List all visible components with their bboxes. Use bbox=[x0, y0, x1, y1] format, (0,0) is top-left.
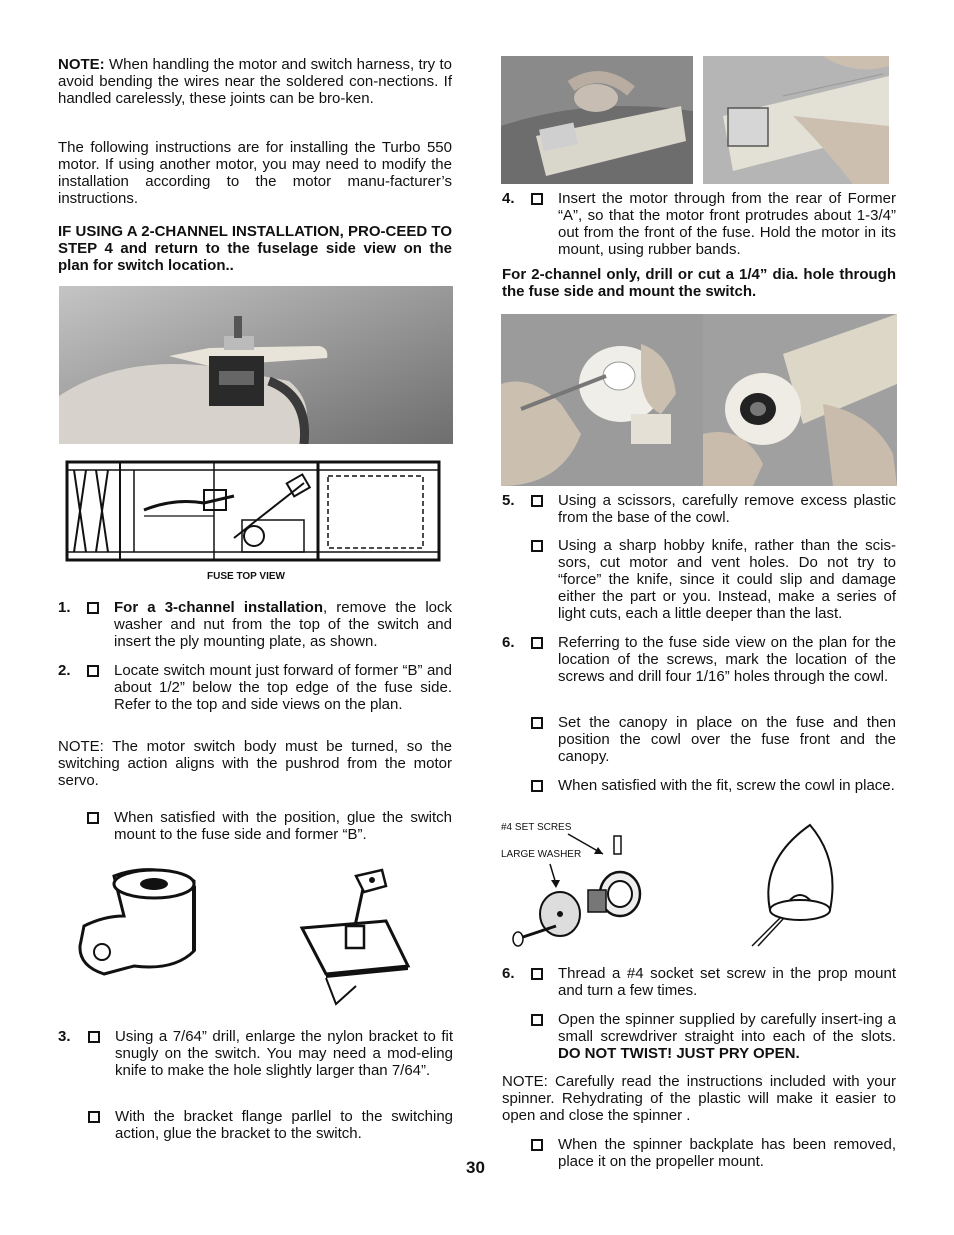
motor-photo-right bbox=[703, 56, 889, 184]
step-text: Locate switch mount just forward of former “B” and about 1/2” below the top edge of the fuse side. Refer to the top and side views on the plan. bbox=[114, 662, 452, 713]
step-text: Set the canopy in place on the fuse and then position the cowl over the fuse front and the canopy. bbox=[558, 714, 896, 765]
checkbox-icon[interactable] bbox=[87, 602, 99, 614]
step-text: Insert the motor through from the rear of Former “A”, so that the motor front protrudes about 1-3/4” out from the front of the fuse. Hold the motor in its mount, using rubber bands. bbox=[558, 190, 896, 258]
checkbox-icon[interactable] bbox=[88, 1111, 100, 1123]
checkbox-icon[interactable] bbox=[531, 495, 543, 507]
switch-photo bbox=[59, 286, 453, 444]
step-4 bbox=[502, 190, 896, 258]
step-number: 6. bbox=[502, 634, 515, 651]
spinner-drawing bbox=[740, 820, 850, 950]
step-2-glue bbox=[58, 809, 452, 845]
step-6-backplate bbox=[502, 1136, 896, 1172]
step-text: Using a 7/64” drill, enlarge the nylon bracket to fit snugly on the switch. You may need a mod-eling knife to make the hole slightly larger than 7/64”. bbox=[115, 1028, 453, 1079]
step-number: 3. bbox=[58, 1028, 71, 1045]
checkbox-icon[interactable] bbox=[531, 193, 543, 205]
step-6-screw bbox=[502, 777, 896, 813]
step-number: 2. bbox=[58, 662, 71, 679]
cowl-photo-left bbox=[501, 314, 703, 486]
step-3 bbox=[58, 1028, 453, 1096]
step-text: For a 3-channel installation, remove the lock washer and nut from the top of the switch and insert the ply mounting plate, as shown. bbox=[114, 599, 453, 650]
checkbox-icon[interactable] bbox=[87, 665, 99, 677]
note-switch-body: NOTE: The motor switch body must be turned, so the switching action aligns with the pushrod from the motor servo. bbox=[58, 738, 452, 789]
fuse-top-view-caption: FUSE TOP VIEW bbox=[207, 571, 285, 582]
note-text: When handling the motor and switch harness, try to avoid bending the wires near the soldered con-nections. If handled carelessly, these joints can be bro-ken. bbox=[58, 56, 452, 107]
step-text: With the bracket flange parllel to the switching action, glue the bracket to the switch. bbox=[115, 1108, 453, 1142]
step-2 bbox=[58, 662, 452, 730]
checkbox-icon[interactable] bbox=[531, 637, 543, 649]
checkbox-icon[interactable] bbox=[531, 1014, 543, 1026]
step-text: Thread a #4 socket set screw in the prop mount and turn a few times. bbox=[558, 965, 896, 999]
prop-mount-drawing bbox=[508, 832, 658, 952]
checkbox-icon[interactable] bbox=[87, 812, 99, 824]
step-6-canopy bbox=[502, 714, 896, 766]
step-text: When the spinner backplate has been removed, place it on the propeller mount. bbox=[558, 1136, 896, 1170]
step-text: When satisfied with the position, glue the switch mount to the fuse side and former “B”. bbox=[114, 809, 452, 843]
step-text: Using a sharp hobby knife, rather than the scis-sors, cut motor and vent holes. Do not try to “force” the knife, since it could slip and damage either the part or you. Instead, make a series of light cuts, each a little deeper than the last. bbox=[558, 537, 896, 622]
note-spinner: NOTE: Carefully read the instructions included with your spinner. Rehydrating of the plastic will make it easier to open and close the spinner . bbox=[502, 1073, 896, 1124]
cowl-photo-right bbox=[703, 314, 897, 486]
checkbox-icon[interactable] bbox=[531, 780, 543, 792]
step-number: 4. bbox=[502, 190, 515, 207]
fuse-top-view-drawing bbox=[64, 458, 442, 568]
step-6-thread bbox=[502, 965, 896, 1001]
nylon-bracket-drawing bbox=[74, 866, 204, 988]
note-motor-harness bbox=[58, 56, 452, 107]
set-screw-label: #4 SET SCRES bbox=[501, 822, 572, 833]
two-channel-switch-note: For 2-channel only, drill or cut a 1/4” dia. hole through the fuse side and mount the switch. bbox=[502, 266, 896, 300]
step-5 bbox=[502, 492, 896, 528]
checkbox-icon[interactable] bbox=[531, 968, 543, 980]
step-text: Referring to the fuse side view on the plan for the location of the screws, mark the location of the screws and drill four 1/16” holes through the cowl. bbox=[558, 634, 896, 685]
large-washer-label: LARGE WASHER bbox=[501, 849, 582, 860]
step-1 bbox=[58, 599, 452, 651]
step-3-glue bbox=[58, 1108, 453, 1144]
step-number: 6. bbox=[502, 965, 515, 982]
step-6-spinner bbox=[502, 1011, 896, 1063]
checkbox-icon[interactable] bbox=[88, 1031, 100, 1043]
step-text: Using a scissors, carefully remove excess plastic from the base of the cowl. bbox=[558, 492, 896, 526]
checkbox-icon[interactable] bbox=[531, 717, 543, 729]
checkbox-icon[interactable] bbox=[531, 1139, 543, 1151]
step-text: Open the spinner supplied by carefully insert-ing a small screwdriver straight into each of the slots. DO NOT TWIST! JUST PRY OPEN. bbox=[558, 1011, 896, 1062]
step-6 bbox=[502, 634, 896, 704]
step-number: 5. bbox=[502, 492, 515, 509]
step-5-holes bbox=[502, 537, 896, 623]
page-number: 30 bbox=[466, 1158, 485, 1177]
step-number: 1. bbox=[58, 599, 71, 616]
step-text: When satisfied with the fit, screw the cowl in place. bbox=[558, 777, 895, 794]
turbo-motor-paragraph: The following instructions are for installing the Turbo 550 motor. If using another motor, you may need to modify the installation according to the motor manu-facturer’s instructions. bbox=[58, 139, 452, 207]
checkbox-icon[interactable] bbox=[531, 540, 543, 552]
switch-plate-drawing bbox=[296, 866, 414, 1006]
two-channel-instruction: IF USING A 2-CHANNEL INSTALLATION, PRO-CEED TO STEP 4 and return to the fuselage side view on the plan for switch location.. bbox=[58, 223, 452, 274]
motor-photo-left bbox=[501, 56, 693, 184]
note-label: NOTE: bbox=[58, 56, 105, 73]
